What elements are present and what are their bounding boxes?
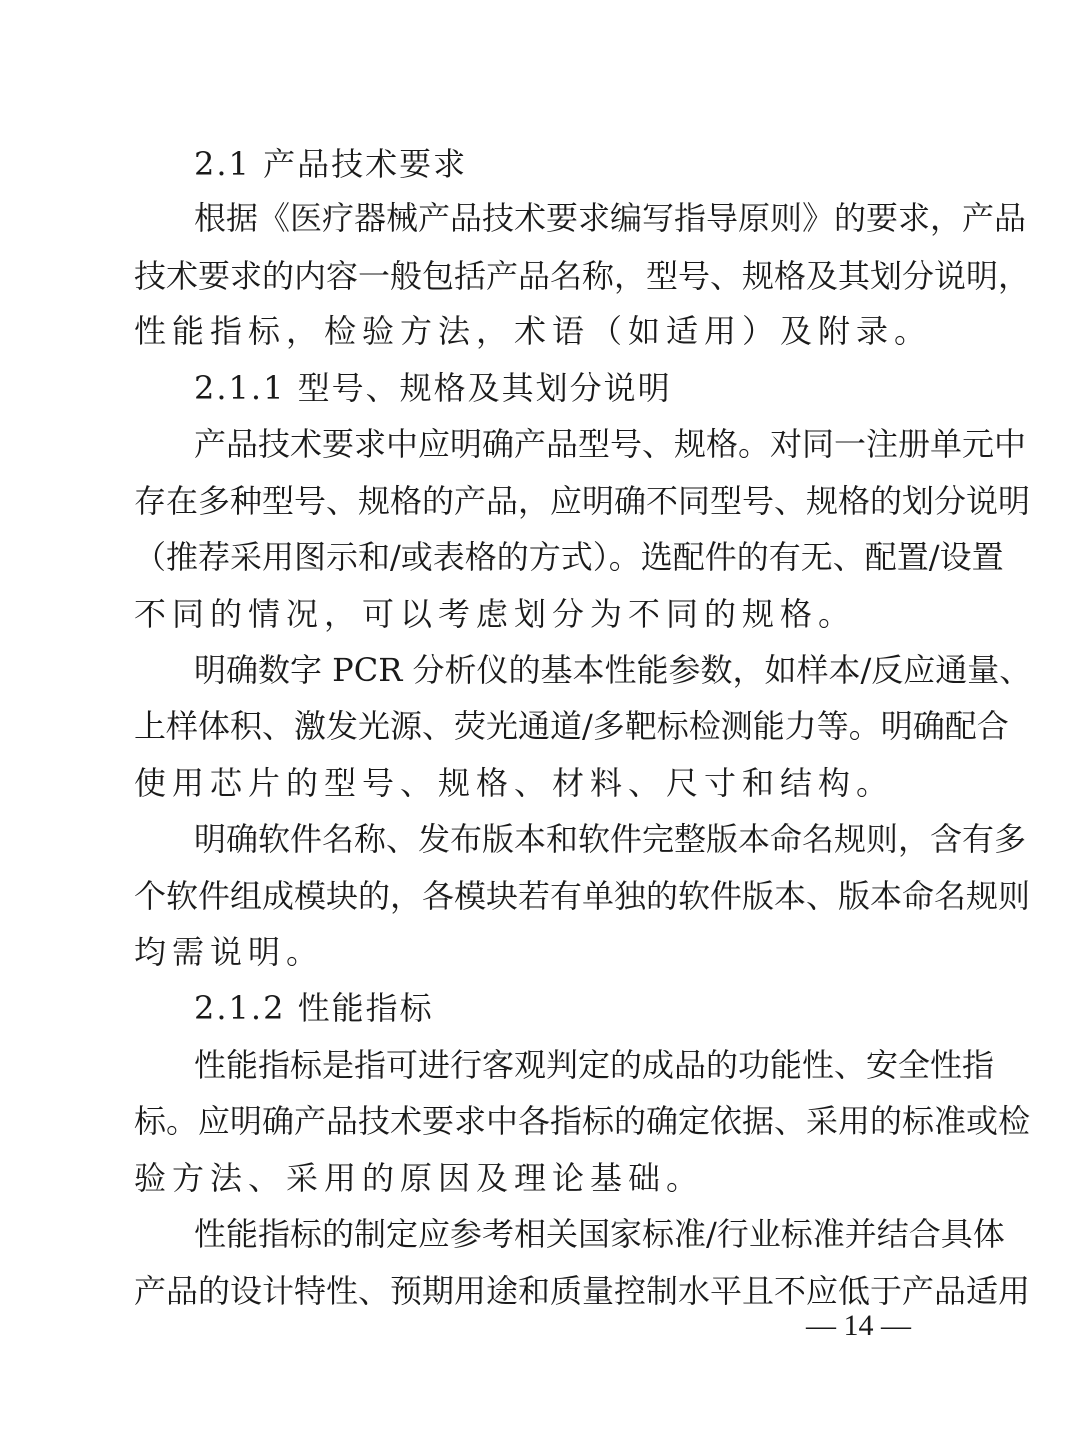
line-text: 均需说明。 <box>134 933 325 971</box>
page-number: — 14 — <box>806 1309 911 1342</box>
paragraph-line <box>0 537 1080 577</box>
paragraph-line <box>0 424 1080 464</box>
line-text: （推荐采用图示和/或表格的方式）。选配件的有无、配置/设置 <box>134 538 1004 576</box>
line-text: 产品技术要求中应明确产品型号、规格。对同一注册单元中 <box>194 425 1027 463</box>
line-text: 技术要求的内容一般包括产品名称，型号、规格及其划分说明， <box>134 257 1031 295</box>
line-text: 明确软件名称、发布版本和软件完整版本命名规则，含有多 <box>194 820 1027 858</box>
line-text: 上样体积、激发光源、荧光通道/多靶标检测能力等。明确配合 <box>134 707 1009 745</box>
paragraph-line <box>0 932 1080 972</box>
paragraph-line <box>0 763 1080 803</box>
line-text: 性能指标是指可进行客观判定的成品的功能性、安全性指 <box>194 1046 995 1084</box>
paragraph-line <box>0 198 1080 238</box>
section-heading <box>0 144 1080 184</box>
paragraph-line <box>0 1214 1080 1254</box>
line-text: 性能指标的制定应参考相关国家标准/行业标准并结合具体 <box>194 1215 1005 1253</box>
line-text: 个软件组成模块的，各模块若有单独的软件版本、版本命名规则 <box>134 877 1031 915</box>
paragraph-line <box>0 876 1080 916</box>
section-heading <box>0 368 1080 408</box>
paragraph-line <box>0 819 1080 859</box>
paragraph-line <box>0 594 1080 634</box>
line-text: 2.1 产品技术要求 <box>194 145 468 183</box>
line-text: 标。应明确产品技术要求中各指标的确定依据、采用的标准或检 <box>134 1102 1031 1140</box>
paragraph-line <box>0 1158 1080 1198</box>
line-text: 产品的设计特性、预期用途和质量控制水平且不应低于产品适用 <box>134 1272 1031 1310</box>
line-text: 性能指标，检验方法，术语（如适用）及附录。 <box>134 312 933 350</box>
line-text: 2.1.1 型号、规格及其划分说明 <box>194 369 672 407</box>
paragraph-line <box>0 706 1080 746</box>
line-text: 根据《医疗器械产品技术要求编写指导原则》的要求，产品 <box>194 199 1027 237</box>
paragraph-line <box>0 481 1080 521</box>
paragraph-line <box>0 311 1080 351</box>
paragraph-line <box>0 650 1080 690</box>
section-heading <box>0 988 1080 1028</box>
line-text: 明确数字 PCR 分析仪的基本性能参数，如样本/反应通量、 <box>194 651 1032 689</box>
line-text: 使用芯片的型号、规格、材料、尺寸和结构。 <box>134 764 895 802</box>
line-text: 验方法、采用的原因及理论基础。 <box>134 1159 705 1197</box>
paragraph-line <box>0 1271 1080 1311</box>
line-text: 不同的情况，可以考虑划分为不同的规格。 <box>134 595 857 633</box>
paragraph-line <box>0 256 1080 296</box>
line-text: 2.1.2 性能指标 <box>194 989 434 1027</box>
paragraph-line <box>0 1101 1080 1141</box>
paragraph-line <box>0 1045 1080 1085</box>
line-text: 存在多种型号、规格的产品，应明确不同型号、规格的划分说明 <box>134 482 1031 520</box>
